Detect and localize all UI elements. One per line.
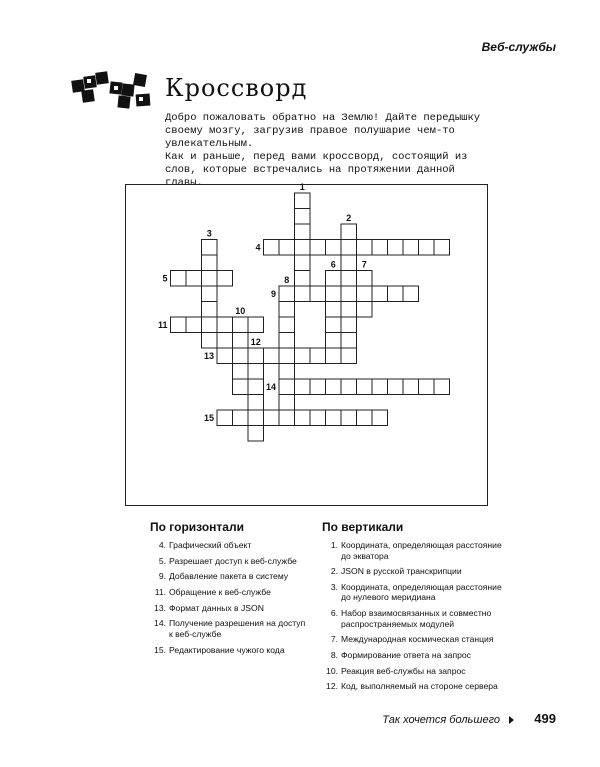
footer-running-title: Так хочется большего: [382, 714, 500, 726]
clue-number: 3.: [330, 581, 338, 592]
crossword-cell[interactable]: [279, 302, 295, 318]
down-clue: [322, 681, 512, 692]
crossword-cell[interactable]: [171, 317, 187, 333]
crossword-cell[interactable]: [279, 286, 295, 302]
down-heading: По вертикали: [322, 520, 404, 534]
clue-text: Координата, определяющая расстояние до нулевого меридиана: [341, 581, 502, 603]
clue-text: Обращение к веб-службе: [169, 587, 271, 598]
clue-text: Получение разрешения на доступ к веб-службе: [169, 618, 306, 639]
crossword-cell[interactable]: [295, 410, 311, 426]
crossword-clue-number: 10: [235, 306, 246, 316]
crossword-cell[interactable]: [357, 240, 373, 256]
crossword-cell[interactable]: [279, 364, 295, 380]
crossword-cell[interactable]: [326, 379, 342, 395]
crossword-clue-number: 1: [299, 182, 305, 192]
crossword-cell[interactable]: [279, 240, 295, 256]
crossword-cell[interactable]: [341, 240, 357, 256]
crossword-cell[interactable]: [202, 302, 218, 318]
page-number: 499: [534, 711, 556, 726]
crossword-cell[interactable]: [357, 286, 373, 302]
crossword-cell[interactable]: [279, 333, 295, 349]
down-clue: [322, 650, 512, 661]
crossword-clue-number: 9: [270, 289, 276, 300]
crossword-puzzle-icon: [70, 70, 156, 112]
crossword-cell[interactable]: [357, 410, 373, 426]
clue-text: Формат данных в JSON: [169, 602, 264, 613]
crossword-cell[interactable]: [217, 410, 233, 426]
crossword-cell[interactable]: [233, 379, 249, 395]
clue-text: Добавление пакета в систему: [169, 571, 289, 582]
clue-number: 13.: [154, 602, 166, 613]
crossword-cell[interactable]: [233, 348, 249, 364]
across-heading: По горизонтали: [150, 520, 244, 534]
crossword-cell[interactable]: [233, 364, 249, 380]
crossword-clue-number: 15: [203, 413, 214, 424]
triangle-right-icon: [509, 716, 514, 724]
clue-number: 8.: [330, 649, 338, 660]
down-clue: [322, 566, 512, 577]
crossword-cell[interactable]: [202, 317, 218, 333]
crossword-clue-number: 3: [206, 228, 212, 239]
crossword-cell[interactable]: [295, 209, 311, 225]
crossword-cell[interactable]: [279, 410, 295, 426]
clue-number: 14.: [154, 618, 166, 629]
down-clue: [322, 666, 512, 677]
crossword-cell[interactable]: [295, 286, 311, 302]
crossword-clue-number: 8: [284, 275, 290, 285]
crossword-clue-number: 13: [203, 351, 214, 362]
across-clue-list: [150, 540, 310, 660]
crossword-cell[interactable]: [326, 348, 342, 364]
clue-number: 15.: [154, 644, 166, 655]
crossword-cell[interactable]: [295, 224, 311, 240]
crossword-clue-number: 6: [330, 259, 336, 270]
across-clue: [150, 587, 310, 598]
clue-number: 7.: [330, 634, 338, 645]
crossword-cell[interactable]: [202, 255, 218, 271]
clue-number: 10.: [326, 665, 338, 676]
crossword-cell[interactable]: [419, 240, 435, 256]
crossword-cell[interactable]: [295, 379, 311, 395]
crossword-cell[interactable]: [248, 395, 264, 411]
crossword-cell[interactable]: [248, 348, 264, 364]
crossword-cell[interactable]: [233, 333, 249, 349]
crossword-cell[interactable]: [248, 364, 264, 380]
crossword-cell[interactable]: [217, 271, 233, 287]
crossword-cell[interactable]: [357, 379, 373, 395]
across-clue: [150, 618, 310, 639]
crossword-cell[interactable]: [279, 395, 295, 411]
intro-paragraph-2: Как и раньше, перед вами кроссворд, состоящий из слов, которые встречались на протяжении данной главы.: [165, 151, 468, 189]
crossword-cell[interactable]: [202, 333, 218, 349]
crossword-cell[interactable]: [341, 302, 357, 318]
crossword-cell[interactable]: [341, 379, 357, 395]
crossword-cell[interactable]: [248, 426, 264, 442]
crossword-cell[interactable]: [233, 410, 249, 426]
crossword-cell[interactable]: [202, 271, 218, 287]
crossword-cell[interactable]: [279, 379, 295, 395]
down-clue: [322, 540, 512, 561]
crossword-cell[interactable]: [326, 317, 342, 333]
across-clue: [150, 571, 310, 582]
clue-text: Разрешает доступ к веб-службе: [169, 555, 297, 566]
down-clue-list: [322, 540, 512, 697]
across-clue: [150, 540, 310, 551]
clue-number: 11.: [154, 587, 166, 598]
clue-text: Формирование ответа на запрос: [341, 649, 471, 660]
crossword-cell[interactable]: [295, 271, 311, 287]
crossword-cell[interactable]: [341, 333, 357, 349]
clue-text: Набор взаимосвязанных и совместно распространяемых модулей: [341, 608, 492, 629]
across-clue: [150, 603, 310, 614]
crossword-clue-number: 2: [346, 213, 352, 223]
crossword-cell[interactable]: [341, 410, 357, 426]
crossword-cell[interactable]: [310, 240, 326, 256]
clue-text: JSON в русской транскрипции: [341, 566, 462, 577]
crossword-cell[interactable]: [279, 348, 295, 364]
crossword-cell[interactable]: [295, 240, 311, 256]
down-clue: [322, 582, 512, 603]
clue-number: 12.: [326, 681, 338, 692]
crossword-clue-number: 7: [361, 259, 367, 270]
crossword-clue-number: 5: [162, 273, 168, 284]
crossword-cell[interactable]: [202, 240, 218, 256]
crossword-cell[interactable]: [186, 317, 202, 333]
crossword-cell[interactable]: [248, 379, 264, 395]
clue-number: 5.: [158, 555, 166, 566]
crossword-cell[interactable]: [434, 240, 450, 256]
crossword-cell[interactable]: [357, 271, 373, 287]
crossword-cell[interactable]: [171, 271, 187, 287]
clue-number: 2.: [330, 566, 338, 577]
crossword-cell[interactable]: [295, 255, 311, 271]
intro-paragraph-1: Добро пожаловать обратно на Землю! Дайте передышку своему мозгу, загрузив правое полушарие чем-то увлекательным.: [165, 112, 481, 150]
crossword-cell[interactable]: [403, 379, 419, 395]
crossword-cell[interactable]: [388, 240, 404, 256]
clue-number: 4.: [158, 540, 166, 550]
crossword-cell[interactable]: [341, 271, 357, 287]
crossword-clue-number: 12: [250, 337, 261, 347]
crossword-cell[interactable]: [310, 379, 326, 395]
crossword-cell[interactable]: [248, 410, 264, 426]
crossword-cell[interactable]: [279, 317, 295, 333]
crossword-cell[interactable]: [264, 240, 280, 256]
crossword-cell[interactable]: [372, 286, 388, 302]
clue-text: Графический объект: [169, 540, 252, 550]
page-title: Кроссворд: [165, 74, 308, 102]
clue-text: Реакция веб-службы на запрос: [341, 665, 466, 676]
section-title: Веб-службы: [481, 40, 556, 54]
across-clue: [150, 556, 310, 567]
crossword-clue-number: 4: [255, 242, 261, 253]
crossword-cell[interactable]: [186, 271, 202, 287]
crossword-cell[interactable]: [248, 317, 264, 333]
crossword-cell[interactable]: [341, 255, 357, 271]
crossword-cell[interactable]: [403, 286, 419, 302]
down-clue: [322, 634, 512, 645]
crossword-cell[interactable]: [341, 224, 357, 240]
crossword-cell[interactable]: [264, 410, 280, 426]
clue-number: 9.: [158, 571, 166, 582]
crossword-cell[interactable]: [357, 302, 373, 318]
crossword-cell[interactable]: [310, 348, 326, 364]
crossword-cell[interactable]: [326, 271, 342, 287]
crossword-cell[interactable]: [326, 333, 342, 349]
crossword-cell[interactable]: [434, 379, 450, 395]
crossword-cell[interactable]: [310, 286, 326, 302]
crossword-cell[interactable]: [326, 240, 342, 256]
crossword-cell[interactable]: [264, 348, 280, 364]
clue-number: 6.: [330, 608, 338, 619]
clue-text: Редактирование чужого кода: [169, 644, 285, 655]
clue-text: Координата, определяющая расстояние до экватора: [341, 540, 502, 561]
crossword-cell[interactable]: [310, 410, 326, 426]
crossword-cell[interactable]: [233, 317, 249, 333]
crossword-cell[interactable]: [202, 286, 218, 302]
crossword-cell[interactable]: [388, 286, 404, 302]
crossword-cell[interactable]: [217, 348, 233, 364]
clue-number: 1.: [330, 540, 338, 550]
crossword-cell[interactable]: [341, 348, 357, 364]
crossword-cell[interactable]: [372, 240, 388, 256]
crossword-cell[interactable]: [217, 317, 233, 333]
crossword-cell[interactable]: [341, 286, 357, 302]
clue-text: Код, выполняемый на стороне сервера: [341, 681, 498, 692]
across-clue: [150, 645, 310, 656]
crossword-cell[interactable]: [341, 317, 357, 333]
down-clue: [322, 608, 512, 629]
crossword-clue-number: 11: [157, 320, 168, 331]
crossword-clue-number: 14: [265, 382, 276, 393]
crossword-cell[interactable]: [419, 379, 435, 395]
crossword-cell[interactable]: [388, 379, 404, 395]
crossword-cell[interactable]: [372, 379, 388, 395]
crossword-cell[interactable]: [295, 193, 311, 209]
crossword-cell[interactable]: [372, 410, 388, 426]
crossword-cell[interactable]: [326, 286, 342, 302]
crossword-cell[interactable]: [326, 410, 342, 426]
crossword-cell[interactable]: [326, 302, 342, 318]
crossword-cell[interactable]: [295, 348, 311, 364]
crossword-cell[interactable]: [403, 240, 419, 256]
clue-text: Международная космическая станция: [341, 634, 494, 645]
